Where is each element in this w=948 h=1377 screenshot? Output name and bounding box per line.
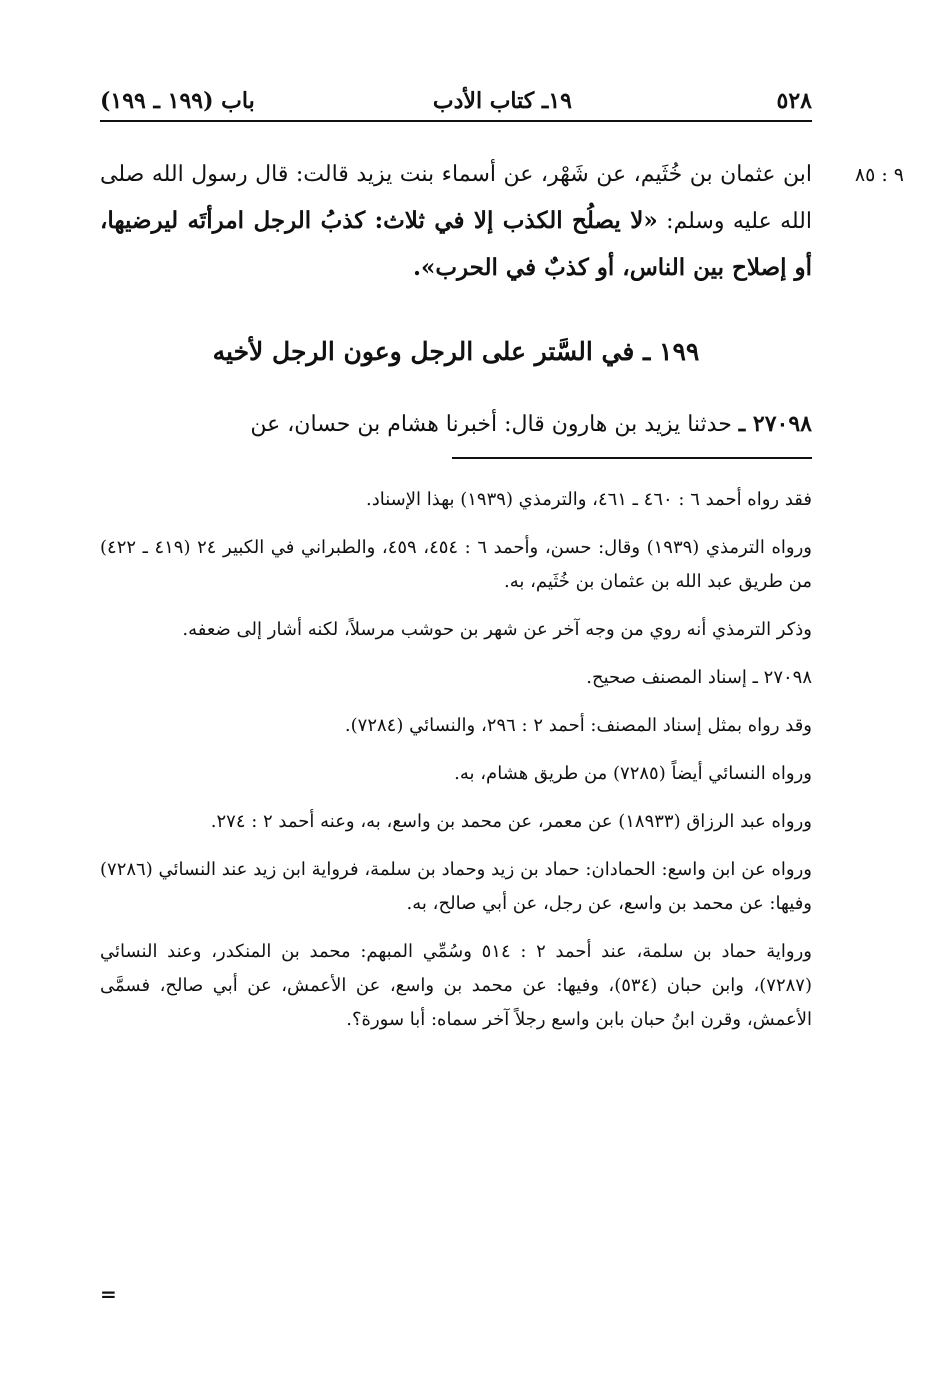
footnote-paragraph: فقد رواه أحمد ٦ : ٤٦٠ ـ ٤٦١، والترمذي (١٩٣٩) بهذا الإسناد. — [366, 489, 812, 510]
page — [100, 82, 904, 1051]
hadith-entry — [100, 404, 812, 445]
footnote-paragraph: ورواه الترمذي (١٩٣٩) وقال: حسن، وأحمد ٦ : ٤٥٤، ٤٥٩، والطبراني في الكبير ٢٤ (٤١٩ ـ ٤٢٢) من طريق عبد الله بن عثمان بن خُثَيم، به. — [100, 537, 812, 592]
hadith-number: ٢٧٠٩٨ ـ — [738, 411, 812, 437]
chapter-title: ١٩ـ كتاب الأدب — [432, 88, 572, 114]
hadith-continuation — [100, 152, 904, 292]
continuation-mark: = — [100, 1282, 117, 1306]
footnotes — [100, 483, 812, 1037]
footnote-paragraph: ورواه النسائي أيضاً (٧٢٨٥) من طريق هشام، به. — [454, 763, 812, 784]
footnote-paragraph: ورواه عبد الرزاق (١٨٩٣٣) عن معمر، عن محمد بن واسع، به، وعنه أحمد ٢ : ٢٧٤. — [210, 811, 812, 832]
bab-range: باب (١٩٩ ـ ١٩٩) — [100, 88, 255, 114]
footnote-separator — [452, 457, 812, 459]
footnote-paragraph: وقد رواه بمثل إسناد المصنف: أحمد ٢ : ٢٩٦، والنسائي (٧٢٨٤). — [344, 715, 812, 736]
hadith-chain: ابن عثمان بن خُثَيم، عن شَهْر، عن أسماء بنت يزيد قالت: قال رسول الله صلى الله عليه وسلم: — [100, 162, 812, 234]
footnote-paragraph: ورواه عن ابن واسع: الحمادان: حماد بن زيد وحماد بن سلمة، فرواية ابن زيد عند النسائي (٧٢٨٦) وفيها: عن محمد بن واسع، عن رجل، عن أبي صالح، به. — [100, 859, 812, 914]
footnote-paragraph: وذكر الترمذي أنه روي من وجه آخر عن شهر بن حوشب مرسلاً، لكنه أشار إلى ضعفه. — [182, 619, 812, 640]
page-number: ٥٢٨ — [776, 88, 812, 114]
footnote-paragraph: ٢٧٠٩٨ ـ إسناد المصنف صحيح. — [586, 667, 812, 688]
footnote-paragraph: ورواية حماد بن سلمة، عند أحمد ٢ : ٥١٤ وسُمِّي المبهم: محمد بن المنكدر، وعند النسائي (٧٢٨٧)، وابن حبان (٥٣٤)، وفيها: عن محمد بن واسع، عن الأعمش، عن أبي صالح، فسمَّى الأعمش، وقرن ابنُ حبان بابن واسع رجلاً آخر سماه: أبا سورة؟. — [100, 941, 812, 1030]
hadith-chain: حدثنا يزيد بن هارون قال: أخبرنا هشام بن حسان، عن — [250, 412, 739, 437]
section-heading: ١٩٩ ـ في السَّتر على الرجل وعون الرجل لأخيه — [212, 337, 700, 366]
running-head — [100, 82, 812, 122]
hadith-matn: «لا يصلُح الكذب إلا في ثلاث: كذبُ الرجل امرأتَه ليرضيها، أو إصلاح بين الناس، أو كذبٌ في الحرب». — [100, 207, 812, 281]
margin-reference: ٩ : ٨٥ — [854, 164, 904, 186]
